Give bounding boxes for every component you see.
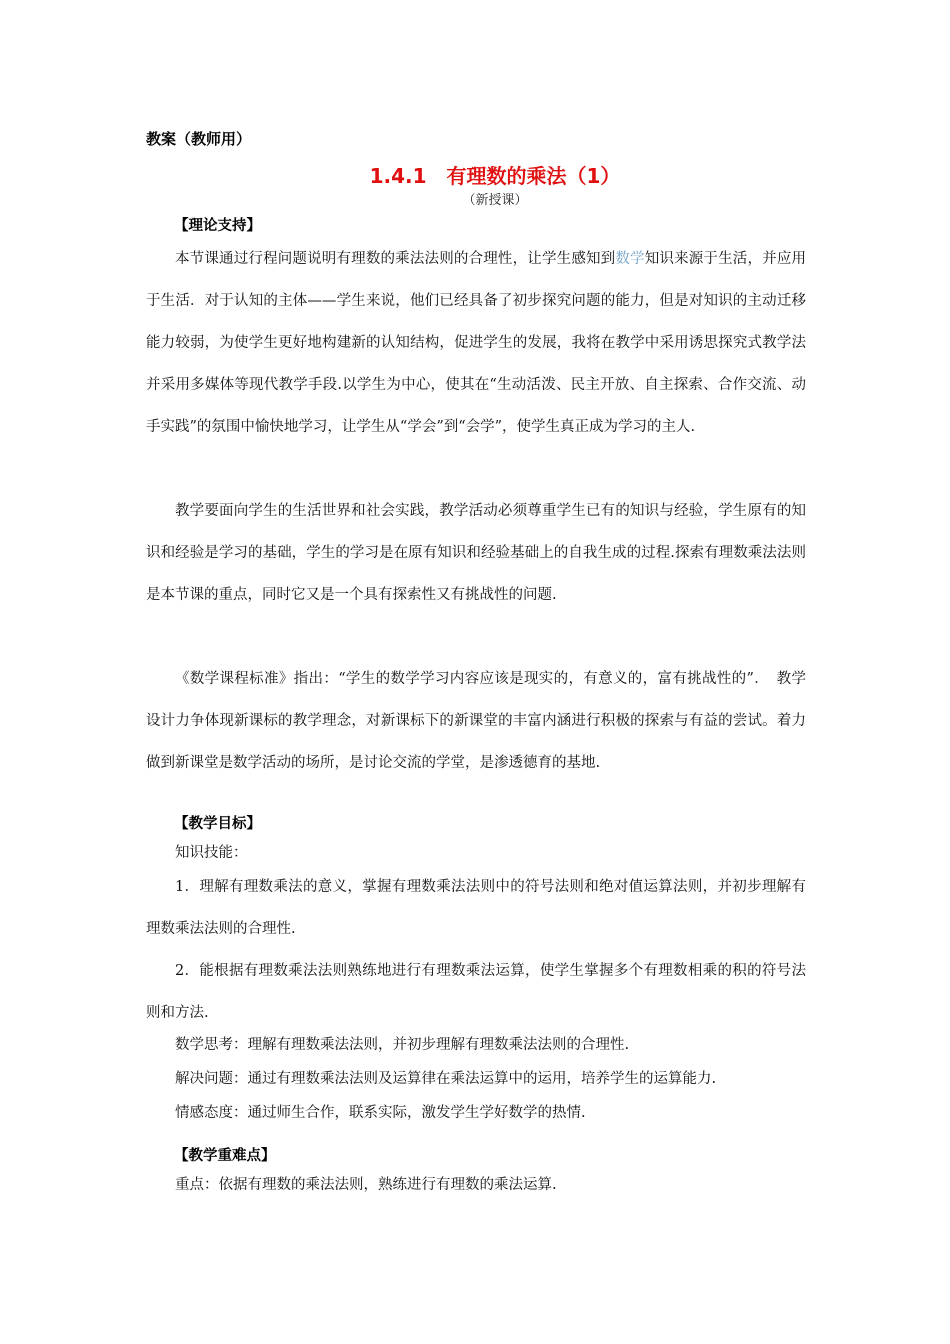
knowledge-label: 知识技能： <box>175 845 248 861</box>
theory-paragraph-3: 《数学课程标准》指出：“学生的数学学习内容应该是现实的，有意义的，富有挑战性的”． 教学设计力争体现新课标的教学理念，对新课标下的新课堂的丰富内涵进行积极的探索与有益的尝试。着力做到新课堂是数学活动的场所，是讨论交流的学堂，是渗透德育的基地. <box>146 671 806 771</box>
theory-paragraph-2: 教学要面向学生的生活世界和社会实践，教学活动必须尊重学生已有的知识与经验，学生原有的知识和经验是学习的基础，学生的学习是在原有知识和经验基础上的自我生成的过程.探索有理数乘法法则是本节课的重点，同时它又是一个具有探索性又有挑战性的问题. <box>146 503 806 603</box>
section-heading-key-points: 【教学重难点】 <box>174 1148 276 1164</box>
lesson-subtitle: （新授课） <box>462 193 528 208</box>
goal-item-2: 2．能根据有理数乘法法则熟练地进行有理数乘法运算，使学生掌握多个有理数相乘的积的符号法则和方法. <box>146 963 806 1021</box>
goal-attitude: 情感态度：通过师生合作，联系实际，激发学生学好数学的热情. <box>175 1105 586 1121</box>
section-heading-goals: 【教学目标】 <box>174 816 261 832</box>
theory-paragraph-1 <box>146 238 806 448</box>
header-label: 教案（教师用） <box>146 130 252 148</box>
lesson-title: 1.4.1 有理数的乘法（1） <box>369 164 621 188</box>
theory-p1-before: 本节课通过行程问题说明有理数的乘法法则的合理性，让学生感知到 <box>175 251 616 267</box>
goal-math-thinking: 数学思考：理解有理数乘法法则，并初步理解有理数乘法法则的合理性. <box>175 1037 630 1053</box>
key-point-text: 重点：依据有理数的乘法法则，熟练进行有理数的乘法运算. <box>175 1177 557 1193</box>
goal-problem-solving: 解决问题：通过有理数乘法法则及运算律在乘法运算中的运用，培养学生的运算能力. <box>175 1071 717 1087</box>
goal-item-1: 1．理解有理数乘法的意义，掌握有理数乘法法则中的符号法则和绝对值运算法则，并初步理解有理数乘法法则的合理性. <box>146 879 806 937</box>
theory-p1-highlight: 数学 <box>615 251 645 267</box>
theory-p1-after: 知识来源于生活，并应用于生活．对于认知的主体——学生来说，他们已经具备了初步探究问题的能力，但是对知识的主动迁移能力较弱，为使学生更好地构建新的认知结构，促进学生的发展，我将在教学中采用诱思探究式教学法并采用多媒体等现代教学手段.以学生为中心，使其在“生动活泼、民主开放、自主探索、合作交流、动手实践”的氛围中愉快地学习，让学生从“学会”到“会学”，使学生真正成为学习的主人. <box>146 251 807 435</box>
section-heading-theory: 【理论支持】 <box>174 218 261 234</box>
